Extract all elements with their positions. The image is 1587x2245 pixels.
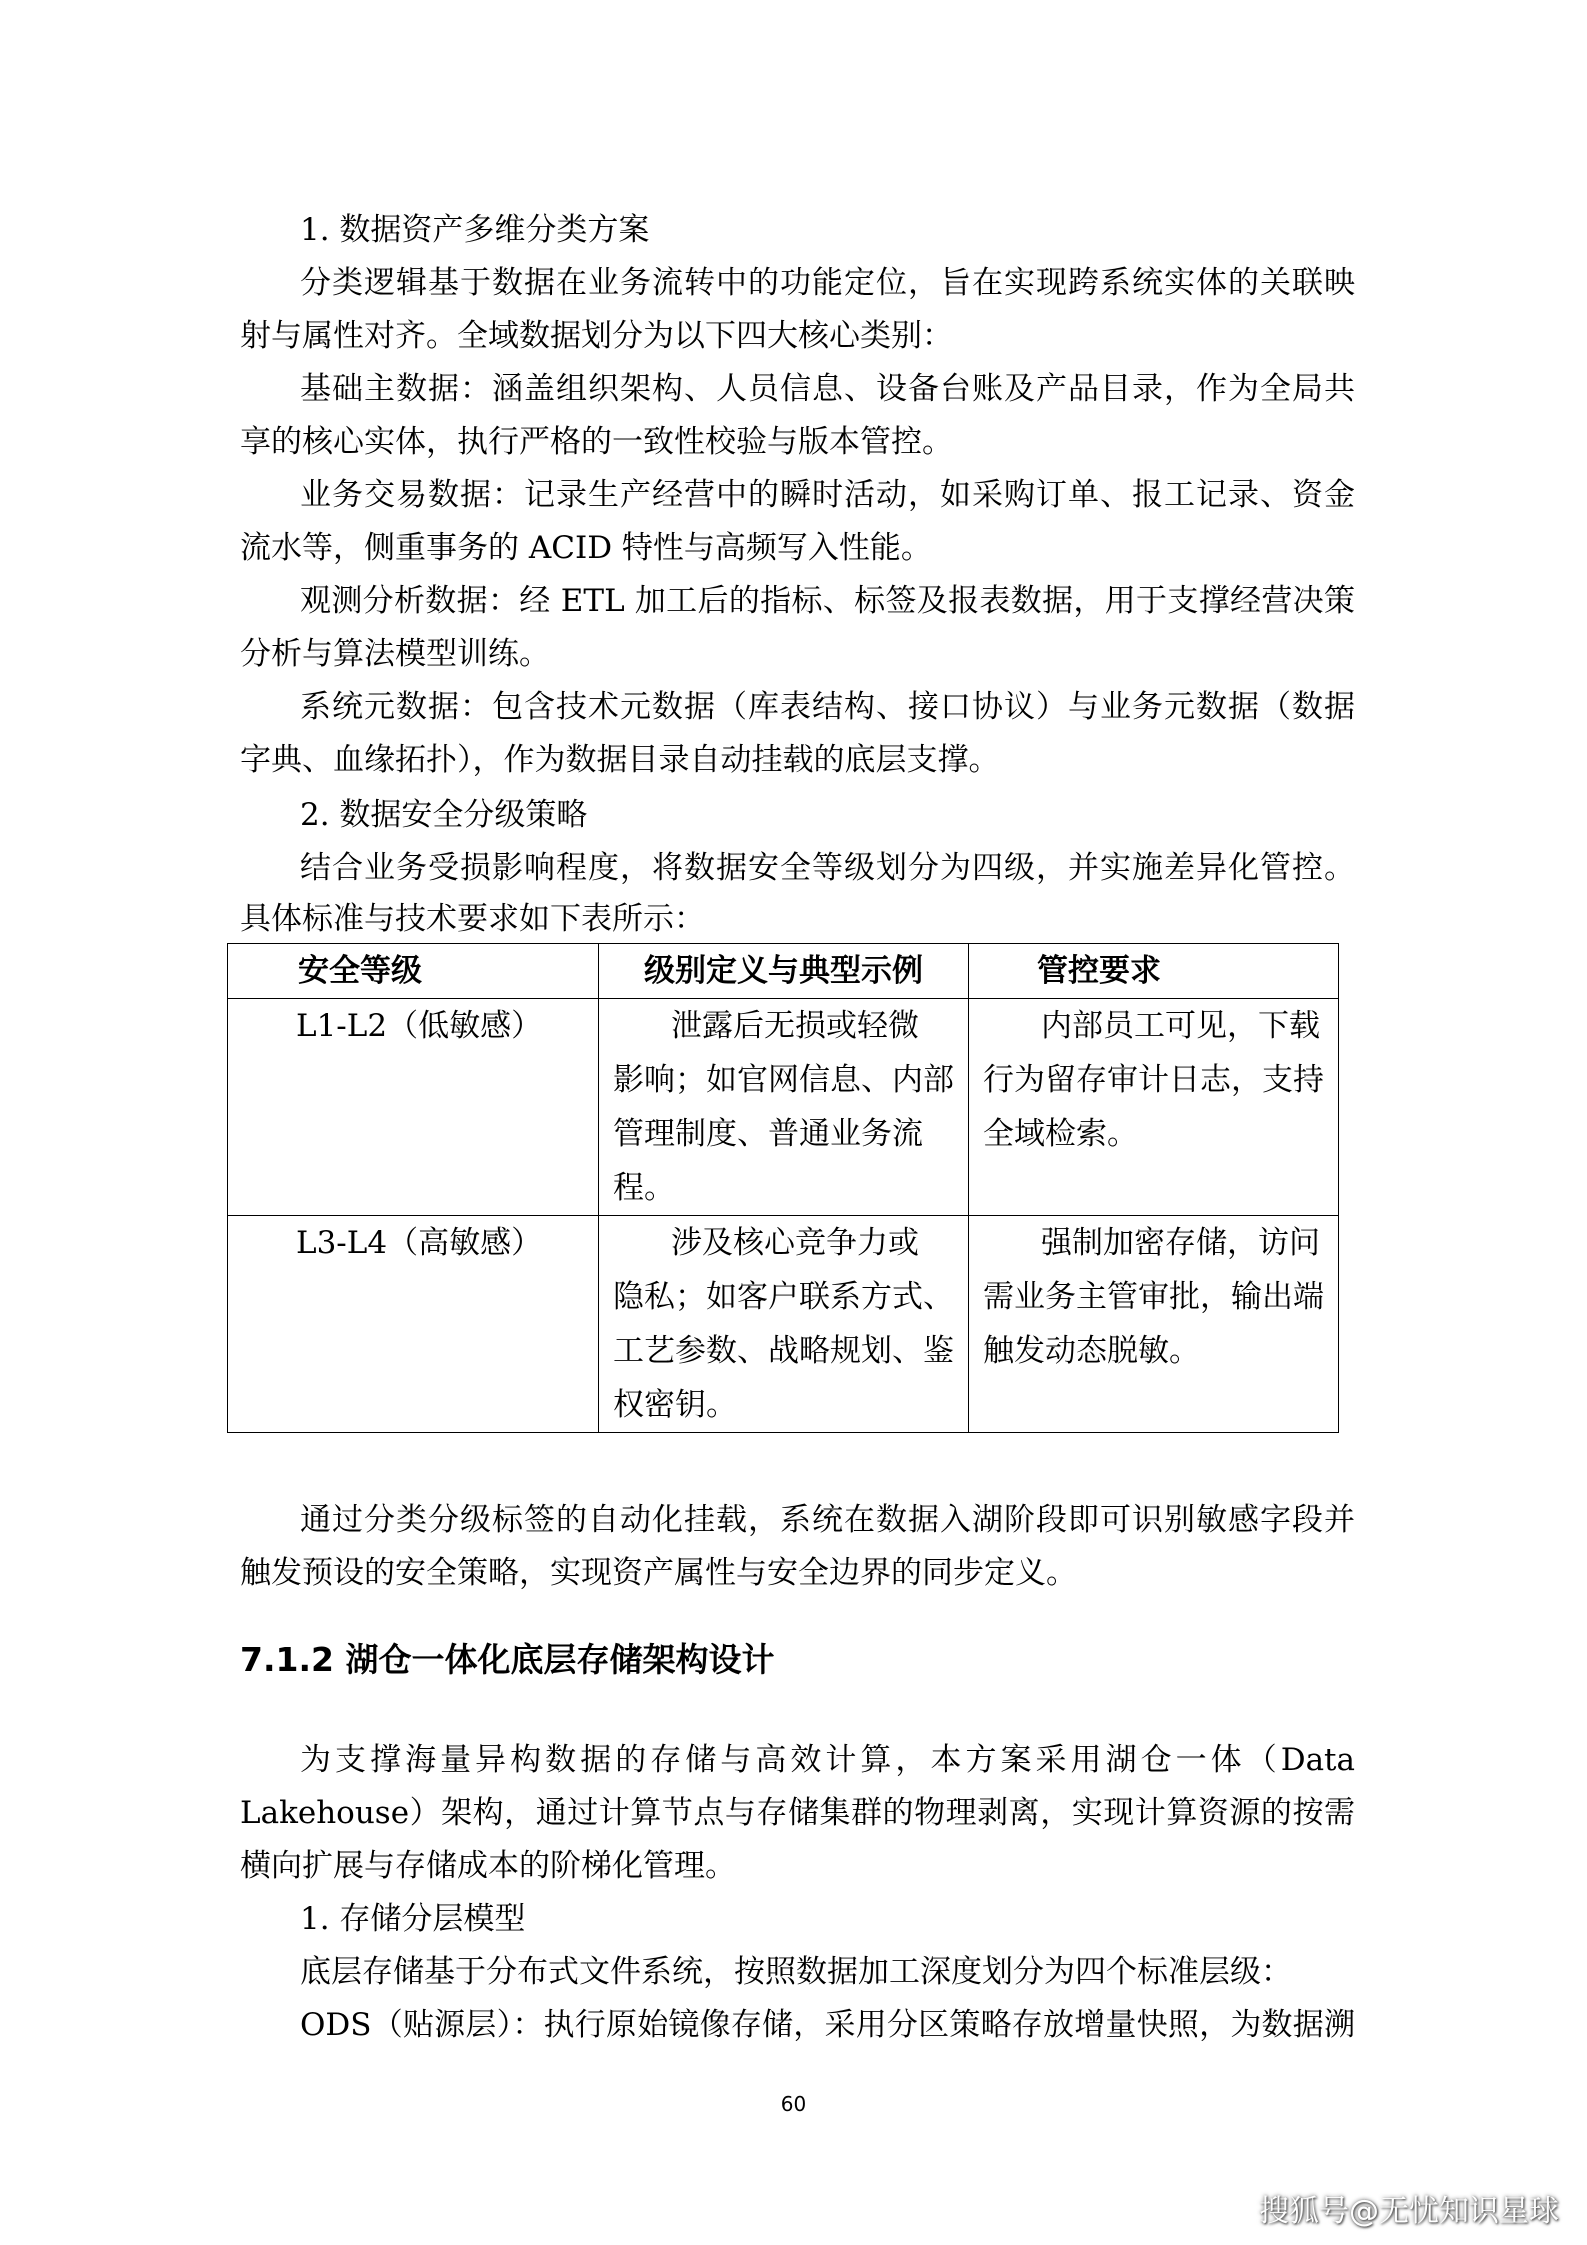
security-level-table <box>227 943 1339 1433</box>
paragraph-line: 横向扩展与存储成本的阶梯化管理。 <box>240 1848 736 1884</box>
table-header-row <box>228 944 1339 999</box>
table-header: 安全等级 <box>228 944 599 999</box>
paragraph-line: 业务交易数据：记录生产经营中的瞬时活动，如采购订单、报工记录、资金 <box>300 477 1355 513</box>
page-number: 60 <box>780 2092 807 2116</box>
level-cell: L3-L4（高敏感） <box>228 1216 599 1433</box>
section-heading-storage: 1. 存储分层模型 <box>300 1901 526 1937</box>
table-row <box>228 999 1339 1216</box>
paragraph-line: ODS（贴源层）：执行原始镜像存储，采用分区策略存放增量快照，为数据溯 <box>300 2007 1355 2043</box>
table-row <box>228 1216 1339 1433</box>
control-cell: 内部员工可见，下载 行为留存审计日志，支持 全域检索。 <box>969 999 1339 1216</box>
watermark: 搜狐号@无忧知识星球 <box>1259 2194 1559 2229</box>
level-cell: L1-L2（低敏感） <box>228 999 599 1216</box>
paragraph-line: 基础主数据：涵盖组织架构、人员信息、设备台账及产品目录，作为全局共 <box>300 371 1355 407</box>
paragraph-line: 流水等，侧重事务的 ACID 特性与高频写入性能。 <box>240 530 932 566</box>
paragraph-line: 具体标准与技术要求如下表所示： <box>240 901 705 937</box>
paragraph-line: 为支撑海量异构数据的存储与高效计算，本方案采用湖仓一体（Data <box>300 1742 1355 1778</box>
paragraph-line: 享的核心实体，执行严格的一致性校验与版本管控。 <box>240 424 953 460</box>
section-title: 7.1.2 湖仓一体化底层存储架构设计 <box>240 1640 775 1679</box>
table-header: 级别定义与典型示例 <box>599 944 969 999</box>
paragraph-line: 射与属性对齐。全域数据划分为以下四大核心类别： <box>240 318 953 354</box>
definition-cell: 泄露后无损或轻微 影响；如官网信息、内部 管理制度、普通业务流 程。 <box>599 999 969 1216</box>
control-cell: 强制加密存储，访问 需业务主管审批，输出端 触发动态脱敏。 <box>969 1216 1339 1433</box>
paragraph-line: 分类逻辑基于数据在业务流转中的功能定位，旨在实现跨系统实体的关联映 <box>300 265 1355 301</box>
paragraph-line: 观测分析数据：经 ETL 加工后的指标、标签及报表数据，用于支撑经营决策 <box>300 583 1355 619</box>
paragraph-line: 系统元数据：包含技术元数据（库表结构、接口协议）与业务元数据（数据 <box>300 689 1355 725</box>
paragraph-line: 触发预设的安全策略，实现资产属性与安全边界的同步定义。 <box>240 1555 1077 1591</box>
paragraph-line: 字典、血缘拓扑），作为数据目录自动挂载的底层支撑。 <box>240 742 1000 778</box>
paragraph-line: 结合业务受损影响程度，将数据安全等级划分为四级，并实施差异化管控。 <box>300 850 1355 886</box>
definition-cell: 涉及核心竞争力或 隐私；如客户联系方式、 工艺参数、战略规划、鉴 权密钥。 <box>599 1216 969 1433</box>
paragraph-line: 通过分类分级标签的自动化挂载，系统在数据入湖阶段即可识别敏感字段并 <box>300 1502 1355 1538</box>
section-heading-security: 2. 数据安全分级策略 <box>300 797 588 833</box>
paragraph-line: 底层存储基于分布式文件系统，按照数据加工深度划分为四个标准层级： <box>300 1954 1292 1990</box>
paragraph-line: 分析与算法模型训练。 <box>240 636 550 672</box>
paragraph-line: Lakehouse）架构，通过计算节点与存储集群的物理剥离，实现计算资源的按需 <box>240 1795 1355 1831</box>
table-header: 管控要求 <box>969 944 1339 999</box>
section-heading-classification: 1. 数据资产多维分类方案 <box>300 212 650 248</box>
